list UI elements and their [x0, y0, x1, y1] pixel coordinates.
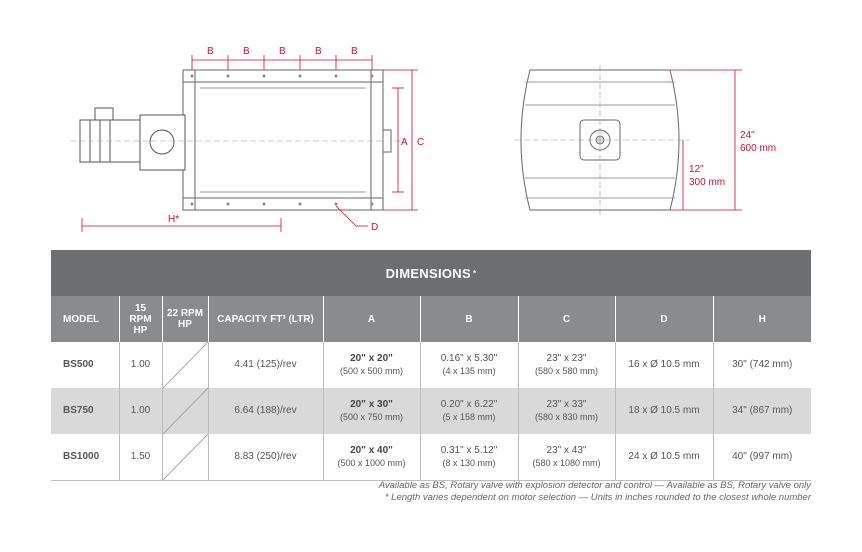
b-label-1: B [207, 46, 214, 57]
table-title-text: DIMENSIONS [385, 265, 471, 281]
table-row [51, 388, 811, 434]
cell-d: 24 x Ø 10.5 mm [615, 434, 713, 481]
cell-c: 23" x 43" (580 x 1080 mm) [518, 434, 615, 481]
dimensions-table [51, 250, 811, 481]
footnote-availability: Available as BS, Rotary valve with explosion detector and control — Available as BS, Rotary valve only [378, 480, 811, 491]
b-label-4: B [315, 46, 322, 57]
cell-c: 23" x 33" (580 x 830 mm) [518, 388, 615, 434]
cell-hp22-empty [162, 342, 208, 388]
cell-h: 40" (997 mm) [713, 434, 811, 481]
cell-c: 23" x 23" (580 x 580 mm) [518, 342, 615, 388]
h-label: H* [168, 214, 180, 225]
cell-a: 20" x 20" (500 x 500 mm) [323, 342, 420, 388]
cell-hp15: 1.00 [119, 342, 162, 388]
cell-d: 18 x Ø 10.5 mm [615, 388, 713, 434]
cell-hp22-empty [162, 388, 208, 434]
header-a: A [323, 296, 420, 342]
cell-b: 0.31" x 5.12" (8 x 130 mm) [420, 434, 518, 481]
cell-d: 16 x Ø 10.5 mm [615, 342, 713, 388]
header-model: MODEL [51, 296, 119, 342]
height-mm: 600 mm [740, 143, 777, 154]
cell-capacity: 6.64 (188)/rev [208, 388, 323, 434]
cell-capacity: 4.41 (125)/rev [208, 342, 323, 388]
cell-model: BS500 [51, 342, 119, 388]
header-22rpm: 22 RPM HP [162, 296, 208, 342]
table-row [51, 434, 811, 481]
header-b: B [420, 296, 518, 342]
cell-hp15: 1.50 [119, 434, 162, 481]
b-label-3: B [279, 46, 286, 57]
valve-front-view [183, 70, 383, 210]
cell-model: BS750 [51, 388, 119, 434]
cell-model: BS1000 [51, 434, 119, 481]
header-c: C [518, 296, 615, 342]
cell-h: 34" (867 mm) [713, 388, 811, 434]
technical-drawing [0, 0, 862, 248]
b-dimension-group [192, 55, 372, 70]
cell-capacity: 8.83 (250)/rev [208, 434, 323, 481]
table-title-mark: * [472, 268, 477, 278]
header-d: D [615, 296, 713, 342]
cell-b: 0.20" x 6.22" (5 x 158 mm) [420, 388, 518, 434]
footnote-length: * Length varies dependent on motor selection — Units in inches rounded to the closest whole number [384, 492, 811, 503]
half-height-mm: 300 mm [689, 177, 726, 188]
a-label: A [401, 137, 408, 148]
header-15rpm: 15 RPM HP [119, 296, 162, 342]
cell-b: 0.16" x 5.30" (4 x 135 mm) [420, 342, 518, 388]
cell-hp22-empty [162, 434, 208, 481]
cell-a: 20" x 40" (500 x 1000 mm) [323, 434, 420, 481]
height-inches: 24" [740, 130, 755, 141]
table-row [51, 342, 811, 388]
table-header-row [51, 296, 811, 342]
b-label-2: B [243, 46, 250, 57]
cell-h: 30" (742 mm) [732, 359, 793, 370]
c-label: C [417, 137, 425, 148]
motor-assembly [80, 108, 185, 170]
table-title [51, 250, 811, 296]
cell-a: 20" x 30" (500 x 750 mm) [323, 388, 420, 434]
cell-hp15: 1.00 [119, 388, 162, 434]
half-height-inches: 12" [689, 164, 704, 175]
footnotes [300, 480, 811, 504]
b-label-5: B [351, 46, 358, 57]
d-label: D [371, 222, 379, 233]
header-h: H [713, 296, 811, 342]
header-capacity: CAPACITY FT³ (LTR) [208, 296, 323, 342]
